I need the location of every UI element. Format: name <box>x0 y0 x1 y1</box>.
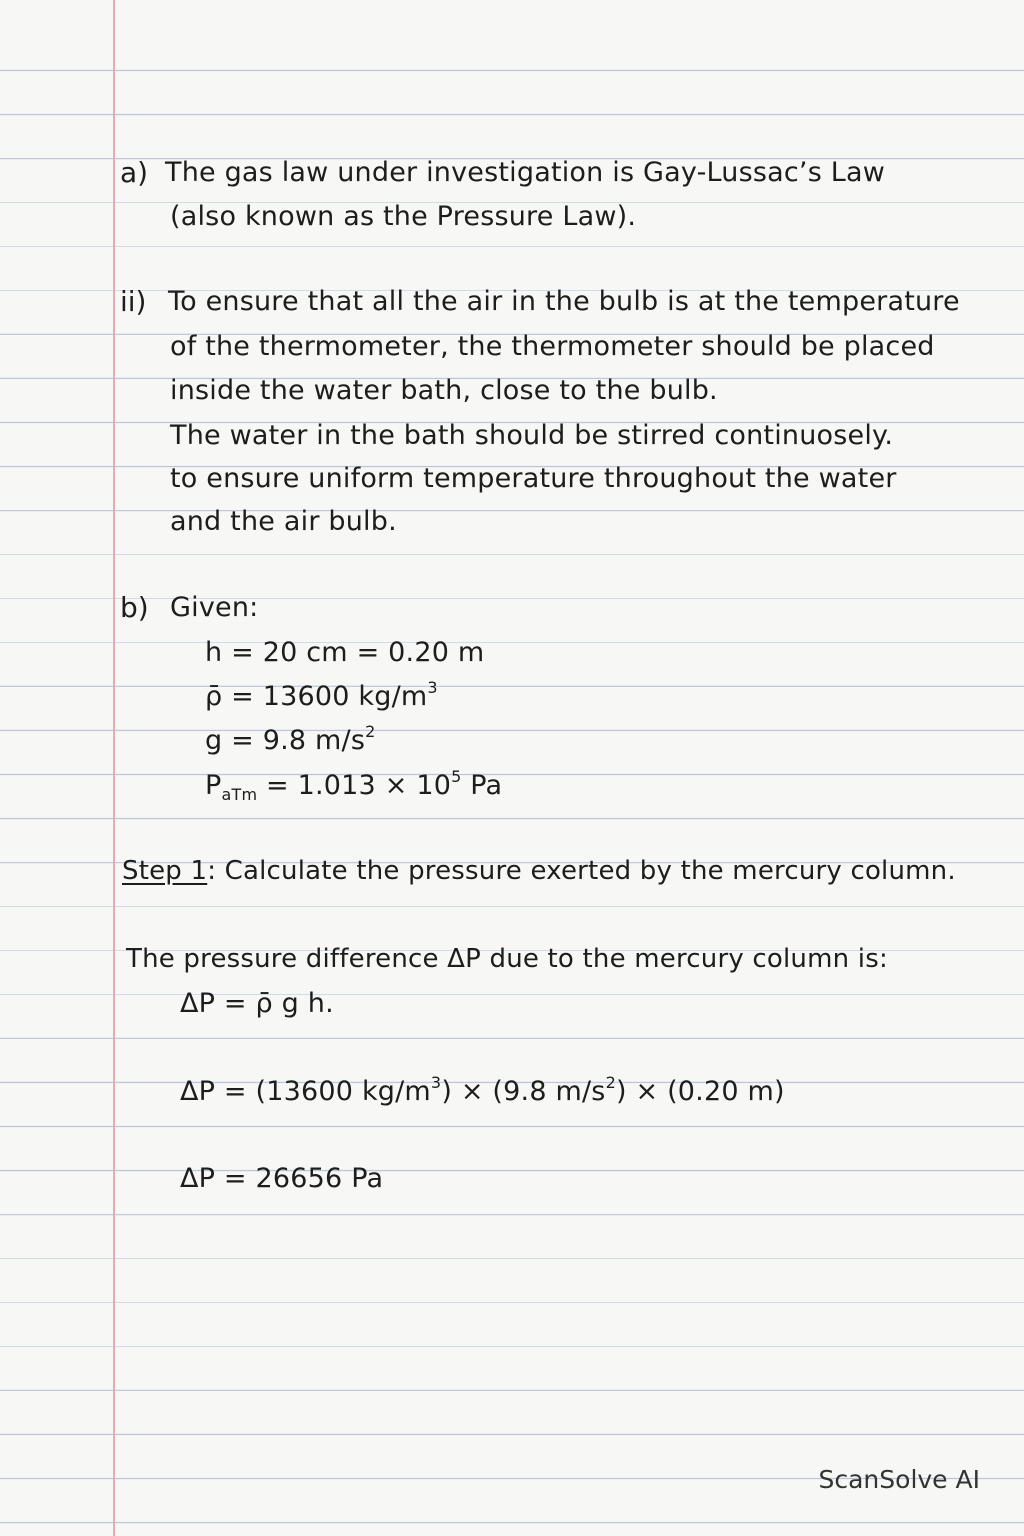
formula-line: ΔP = ρ̄ g h. <box>180 988 334 1019</box>
given-rho-text: ρ̄ = 13600 kg/m <box>205 681 428 712</box>
part-ii-label: ii) <box>120 285 147 318</box>
step1-line <box>122 855 956 887</box>
given-patm-subscript: aTm <box>221 785 258 804</box>
result-line: ΔP = 26656 Pa <box>180 1163 384 1194</box>
part-a-line-2: (also known as the Pressure Law). <box>170 201 637 232</box>
part-ii-line-4: The water in the bath should be stirred continuosely. <box>170 420 894 451</box>
part-ii-line-6: and the air bulb. <box>170 506 397 537</box>
given-h: h = 20 cm = 0.20 m <box>205 637 485 668</box>
given-patm <box>205 767 503 804</box>
substitution-part-3: ) × (0.20 m) <box>615 1076 785 1107</box>
part-b-label: b) <box>120 591 149 624</box>
given-patm-value: = 1.013 × 10 <box>257 770 452 801</box>
part-ii-line-5: to ensure uniform temperature throughout the water <box>170 463 897 494</box>
part-a-line-1: The gas law under investigation is Gay-Lussac’s Law <box>165 157 886 188</box>
part-ii-line-2: of the thermometer, the thermometer should be placed <box>170 331 935 362</box>
part-ii-line-3: inside the water bath, close to the bulb. <box>170 375 718 406</box>
part-ii-line-1: To ensure that all the air in the bulb is at the temperature <box>168 286 960 317</box>
given-g <box>205 722 376 757</box>
given-patm-symbol: P <box>205 770 222 801</box>
substitution-exponent-2: 2 <box>605 1073 616 1092</box>
watermark: ScanSolve AI <box>818 1465 980 1494</box>
substitution-part-1: ΔP = (13600 kg/m <box>180 1076 431 1107</box>
given-patm-unit: Pa <box>461 770 503 801</box>
given-g-text: g = 9.8 m/s <box>205 725 366 756</box>
explanation-line: The pressure difference ΔP due to the mercury column is: <box>126 944 888 974</box>
given-heading: Given: <box>170 592 259 623</box>
substitution-part-2: ) × (9.8 m/s <box>441 1076 606 1107</box>
given-patm-exponent: 5 <box>451 767 462 786</box>
given-g-exponent: 2 <box>365 722 376 741</box>
margin-line <box>113 0 115 1536</box>
part-a-label: a) <box>120 156 149 189</box>
given-rho-exponent: 3 <box>427 678 438 697</box>
step1-text: : Calculate the pressure exerted by the mercury column. <box>207 856 956 886</box>
substitution-line <box>180 1073 785 1108</box>
given-rho <box>205 678 438 713</box>
substitution-exponent-1: 3 <box>430 1073 442 1092</box>
step1-label: Step 1 <box>122 856 208 886</box>
